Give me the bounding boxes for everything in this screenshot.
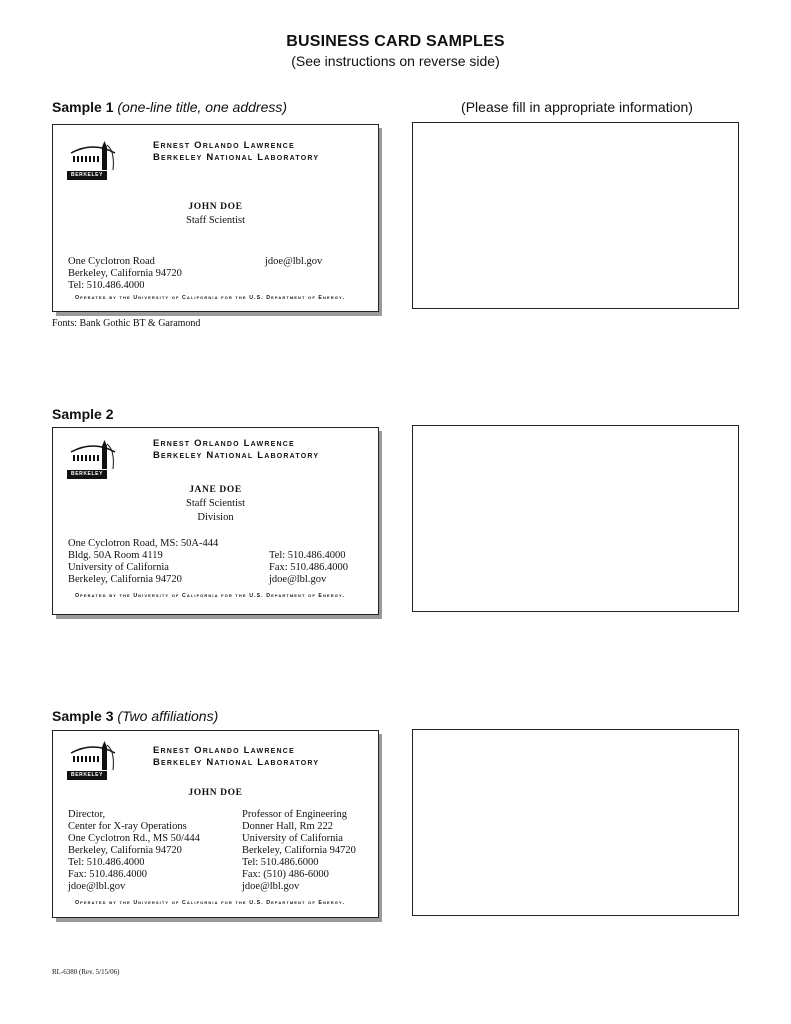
left-affiliation-line-5: Tel: 510.486.4000 [68, 857, 145, 868]
card-title: Staff Scientist [185, 498, 245, 509]
left-affiliation-line-2: Center for X-ray Operations [68, 821, 187, 832]
sample-1-label [52, 99, 287, 115]
sample-2-label-bold: Sample 2 [52, 406, 114, 422]
right-affiliation-line-5: Tel: 510.486.6000 [242, 857, 319, 868]
lab-name-line1: Ernest Orlando Lawrence [153, 140, 295, 151]
sample-1-blank-card[interactable] [412, 122, 739, 309]
card-name: JANE DOE [189, 485, 242, 495]
right-affiliation-line-1: Professor of Engineering [242, 809, 347, 820]
address-line-4: Berkeley, California 94720 [68, 574, 182, 585]
logo-text: BERKELEY LAB [67, 771, 107, 780]
sample-3-label-italic: (Two affiliations) [117, 708, 219, 724]
sample-2-label [52, 406, 113, 422]
operated-by-line: Operated by the University of California for the U.S. Department of Energy. [75, 900, 346, 906]
card-division: Division [197, 512, 234, 523]
lab-name-line2: Berkeley National Laboratory [153, 757, 320, 768]
email: jdoe@lbl.gov [265, 256, 323, 267]
fill-note: (Please fill in appropriate information) [461, 99, 693, 115]
email: jdoe@lbl.gov [269, 574, 327, 585]
sample-1-label-italic: (one-line title, one address) [117, 99, 288, 115]
address-line-2: Berkeley, California 94720 [68, 268, 182, 279]
left-affiliation-line-3: One Cyclotron Rd., MS 50/444 [68, 833, 200, 844]
fonts-note: Fonts: Bank Gothic BT & Garamond [52, 318, 201, 329]
sample-3-label-bold: Sample 3 [52, 708, 114, 724]
logo-text: BERKELEY LAB [67, 470, 107, 479]
card-name: JOHN DOE [188, 202, 243, 212]
address-line-3: University of California [68, 562, 169, 573]
operated-by-line: Operated by the University of California for the U.S. Department of Energy. [75, 593, 346, 599]
fax: Fax: 510.486.4000 [269, 562, 349, 573]
card-name: JOHN DOE [188, 788, 243, 798]
lab-name-line2: Berkeley National Laboratory [153, 450, 320, 461]
sample-1-label-bold: Sample 1 [52, 99, 114, 115]
page-subtitle: (See instructions on reverse side) [291, 53, 500, 69]
lab-name-line1: Ernest Orlando Lawrence [153, 438, 295, 449]
sample-3-blank-card[interactable] [412, 729, 739, 916]
right-affiliation-line-3: University of California [242, 833, 343, 844]
address-line-1: One Cyclotron Road, MS: 50A-444 [68, 538, 219, 549]
lab-name-line1: Ernest Orlando Lawrence [153, 745, 295, 756]
phone: Tel: 510.486.4000 [68, 280, 145, 291]
address-line-2: Bldg. 50A Room 4119 [68, 550, 163, 561]
left-affiliation-line-4: Berkeley, California 94720 [68, 845, 182, 856]
operated-by-line: Operated by the University of California for the U.S. Department of Energy. [75, 295, 346, 301]
page-title: BUSINESS CARD SAMPLES [286, 33, 505, 50]
sample-2-blank-card[interactable] [412, 425, 739, 612]
lab-name-line2: Berkeley National Laboratory [153, 152, 320, 163]
right-affiliation-line-2: Donner Hall, Rm 222 [242, 821, 333, 832]
left-affiliation-line-6: Fax: 510.486.4000 [68, 869, 148, 880]
card-title: Staff Scientist [185, 215, 245, 226]
revision-code: RL-6380 (Rev. 5/15/06) [52, 968, 120, 976]
left-affiliation-line-1: Director, [68, 809, 106, 820]
left-affiliation-line-7: jdoe@lbl.gov [68, 881, 126, 892]
right-affiliation-line-4: Berkeley, California 94720 [242, 845, 356, 856]
phone: Tel: 510.486.4000 [269, 550, 346, 561]
address-line-1: One Cyclotron Road [68, 256, 155, 267]
sample-3-label [52, 708, 218, 724]
right-affiliation-line-7: jdoe@lbl.gov [242, 881, 300, 892]
right-affiliation-line-6: Fax: (510) 486-6000 [242, 869, 329, 880]
logo-text: BERKELEY LAB [67, 171, 107, 180]
